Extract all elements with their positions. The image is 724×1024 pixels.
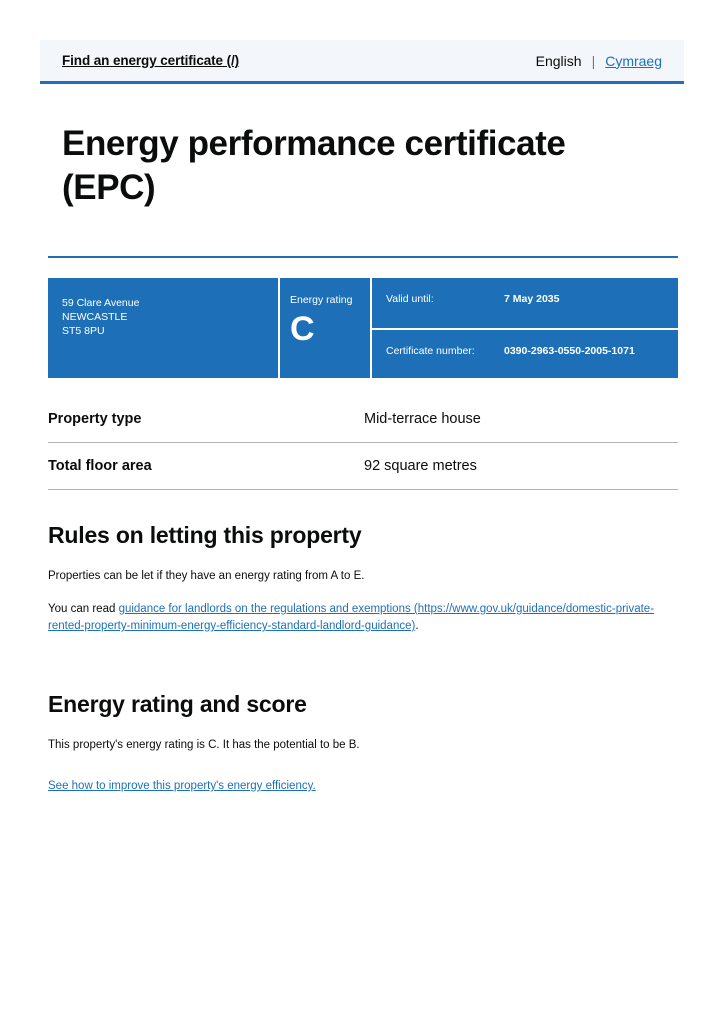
language-switcher (536, 53, 662, 69)
property-address (48, 278, 278, 378)
letting-rules-heading: Rules on letting this property (48, 522, 362, 548)
improve-efficiency-link[interactable]: See how to improve this property's energy efficiency. (48, 780, 316, 792)
certificate-number-row (372, 328, 678, 378)
property-type-label: Property type (48, 411, 142, 427)
energy-rating-label: Energy rating (290, 294, 353, 306)
total-floor-area-value: 92 square metres (364, 458, 477, 474)
table-row (48, 404, 678, 443)
language-current: English (535, 52, 582, 69)
property-type-value: Mid-terrace house (364, 411, 481, 427)
service-header (40, 40, 684, 84)
energy-rating-score-heading: Energy rating and score (48, 691, 307, 717)
letting-rules-paragraph: Properties can be let if they have an energy rating from A to E. (48, 570, 365, 582)
service-name-link[interactable]: Find an energy certificate (/) (62, 53, 240, 68)
address-line-3: ST5 8PU (62, 325, 105, 337)
certificate-number-label: Certificate number: (386, 345, 475, 357)
certificate-summary (48, 278, 678, 378)
landlord-guidance-link[interactable]: guidance for landlords on the regulations and exemptions (https://www.gov.uk/guidance/domestic-private-rented-property-minimum-energy-efficiency-standard-landlord-guidance) (48, 603, 655, 632)
property-details-list (48, 404, 678, 490)
valid-until-row (372, 278, 678, 328)
energy-rating-score-paragraph: This property's energy rating is C. It has the potential to be B. (48, 739, 360, 751)
address-line-2: NEWCASTLE (62, 311, 128, 323)
certificate-number-value: 0390-2963-0550-2005-1071 (504, 345, 635, 357)
address-line-1: 59 Clare Avenue (62, 297, 140, 309)
certificate-meta (370, 278, 678, 378)
total-floor-area-label: Total floor area (48, 458, 152, 474)
page-title: Energy performance certificate (EPC) (62, 124, 566, 207)
guidance-prefix-text: You can read (48, 603, 119, 615)
energy-rating-value: C (290, 310, 315, 348)
table-row (48, 443, 678, 490)
guidance-suffix-text: . (415, 620, 419, 632)
language-separator: | (591, 52, 596, 69)
language-welsh-link[interactable]: Cymraeg (605, 52, 662, 69)
main-content (48, 110, 678, 795)
letting-rules-guidance-paragraph (48, 601, 656, 635)
improve-efficiency-paragraph (48, 778, 678, 795)
valid-until-value: 7 May 2035 (504, 293, 560, 305)
title-divider (48, 256, 678, 258)
energy-rating-block (278, 278, 370, 378)
valid-until-label: Valid until: (386, 293, 434, 305)
